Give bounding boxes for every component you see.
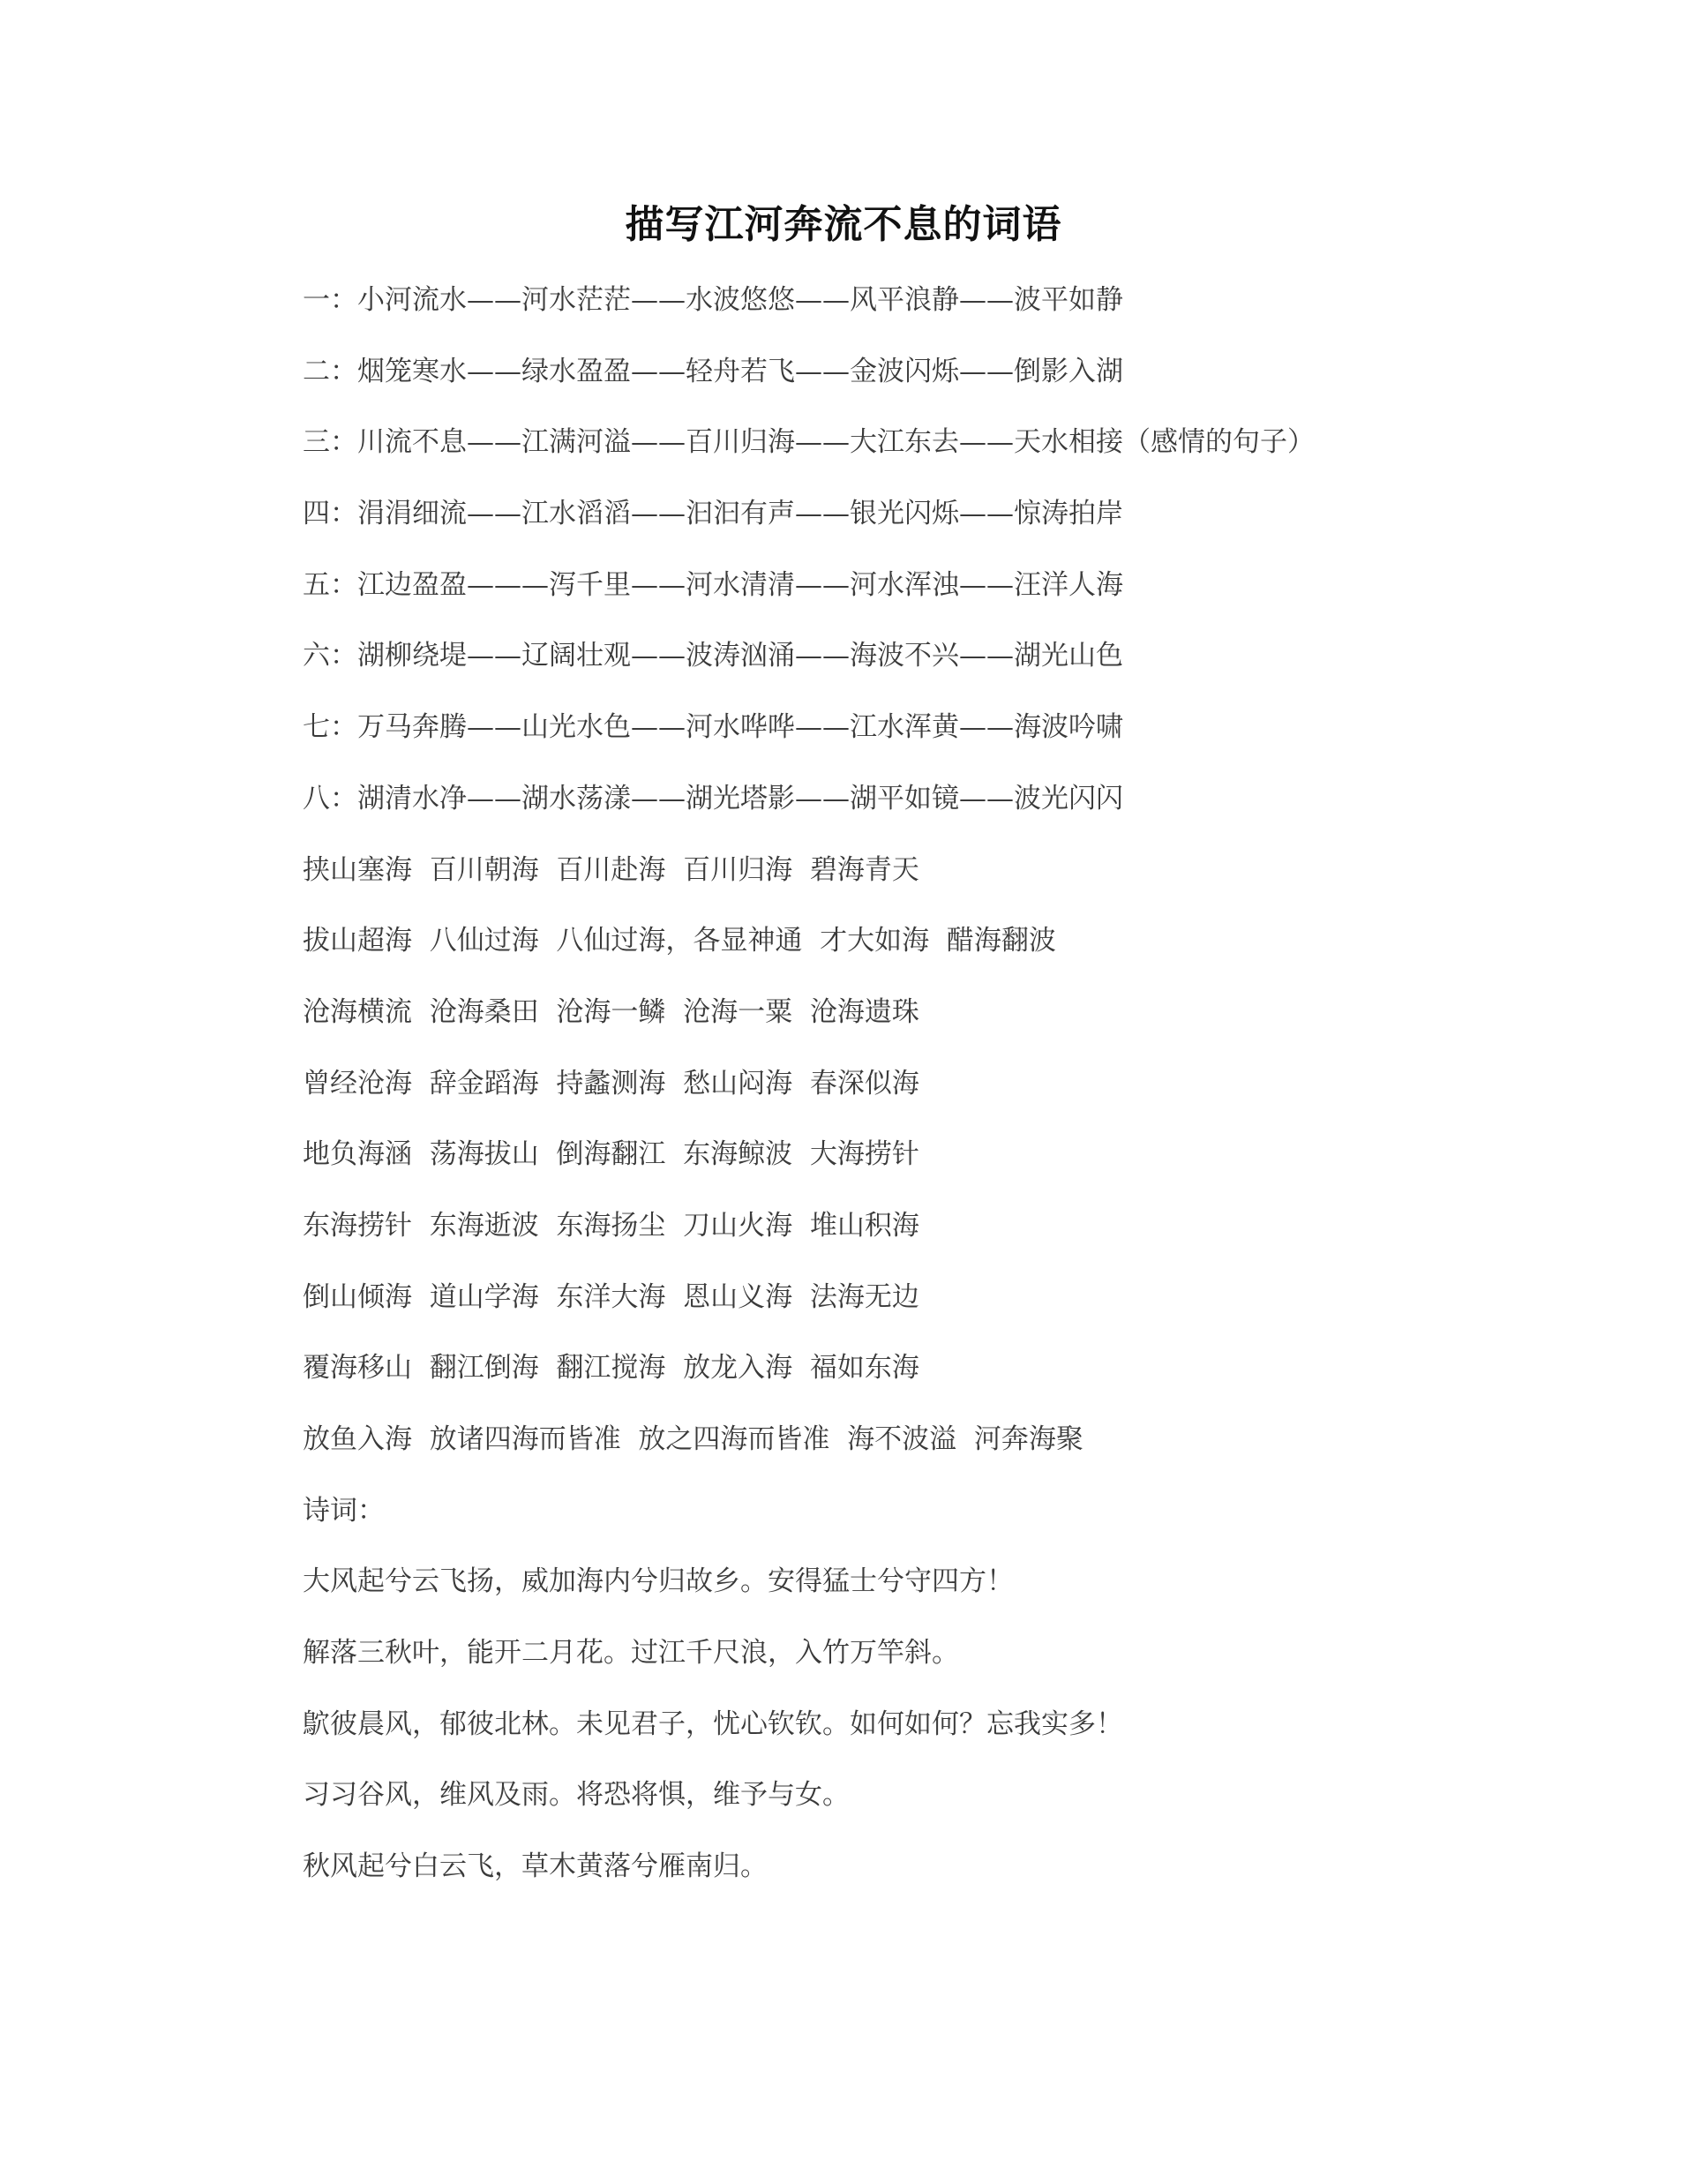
phrase-line: 沧海横流 沧海桑田 沧海一鳞 沧海一粟 沧海遗珠 <box>303 995 919 1028</box>
phrase-line: 地负海涵 荡海拔山 倒海翻江 东海鲸波 大海捞针 <box>303 1138 919 1171</box>
poem-line: 解落三秋叶，能开二月花。过江千尺浪，入竹万竿斜。 <box>303 1637 959 1670</box>
numbered-line: 七：万马奔腾——山光水色——河水哗哗——江水浑黄——海波吟啸 <box>303 711 1123 744</box>
phrase-line: 曾经沧海 辞金蹈海 持蠡测海 愁山闷海 春深似海 <box>303 1067 919 1100</box>
phrase-line: 挟山塞海 百川朝海 百川赴海 百川归海 碧海青天 <box>303 853 919 886</box>
document-body <box>303 281 1626 1918</box>
numbered-line: 三：川流不息——江满河溢——百川归海——大江东去——天水相接（感情的句子） <box>303 426 1315 459</box>
poem-line: 大风起兮云飞扬，威加海内兮归故乡。安得猛士兮守四方！ <box>303 1565 1014 1598</box>
document-title: 描写江河奔流不息的词语 <box>625 202 1062 247</box>
numbered-line: 八：湖清水净——湖水荡漾——湖光塔影——湖平如镜——波光闪闪 <box>303 782 1123 814</box>
poem-line: 习习谷风，维风及雨。将恐将惧，维予与女。 <box>303 1779 850 1812</box>
phrase-line: 东海捞针 东海逝波 东海扬尘 刀山火海 堆山积海 <box>303 1209 919 1242</box>
numbered-line: 四：涓涓细流——江水滔滔——汩汩有声——银光闪烁——惊涛拍岸 <box>303 498 1123 530</box>
phrase-line: 倒山倾海 道山学海 东洋大海 恩山义海 法海无边 <box>303 1280 919 1313</box>
numbered-line: 五：江边盈盈———泻千里——河水清清——河水浑浊——汪洋人海 <box>303 568 1123 601</box>
poem-line: 鴥彼晨风，郁彼北林。未见君子，忧心钦钦。如何如何？忘我实多！ <box>303 1707 1123 1740</box>
poetry-heading: 诗词： <box>303 1494 385 1527</box>
numbered-line: 六：湖柳绕堤——辽阔壮观——波涛汹涌——海波不兴——湖光山色 <box>303 640 1123 672</box>
phrase-line: 放鱼入海 放诸四海而皆准 放之四海而皆准 海不波溢 河奔海聚 <box>303 1423 1083 1455</box>
phrase-line: 拔山超海 八仙过海 八仙过海，各显神通 才大如海 醋海翻波 <box>303 925 1056 957</box>
numbered-line: 一：小河流水——河水茫茫——水波悠悠——风平浪静——波平如静 <box>303 284 1123 316</box>
poem-line: 秋风起兮白云飞，草木黄落兮雁南归。 <box>303 1850 768 1883</box>
phrase-line: 覆海移山 翻江倒海 翻江搅海 放龙入海 福如东海 <box>303 1352 919 1385</box>
numbered-line: 二：烟笼寒水——绿水盈盈——轻舟若飞——金波闪烁——倒影入湖 <box>303 355 1123 387</box>
